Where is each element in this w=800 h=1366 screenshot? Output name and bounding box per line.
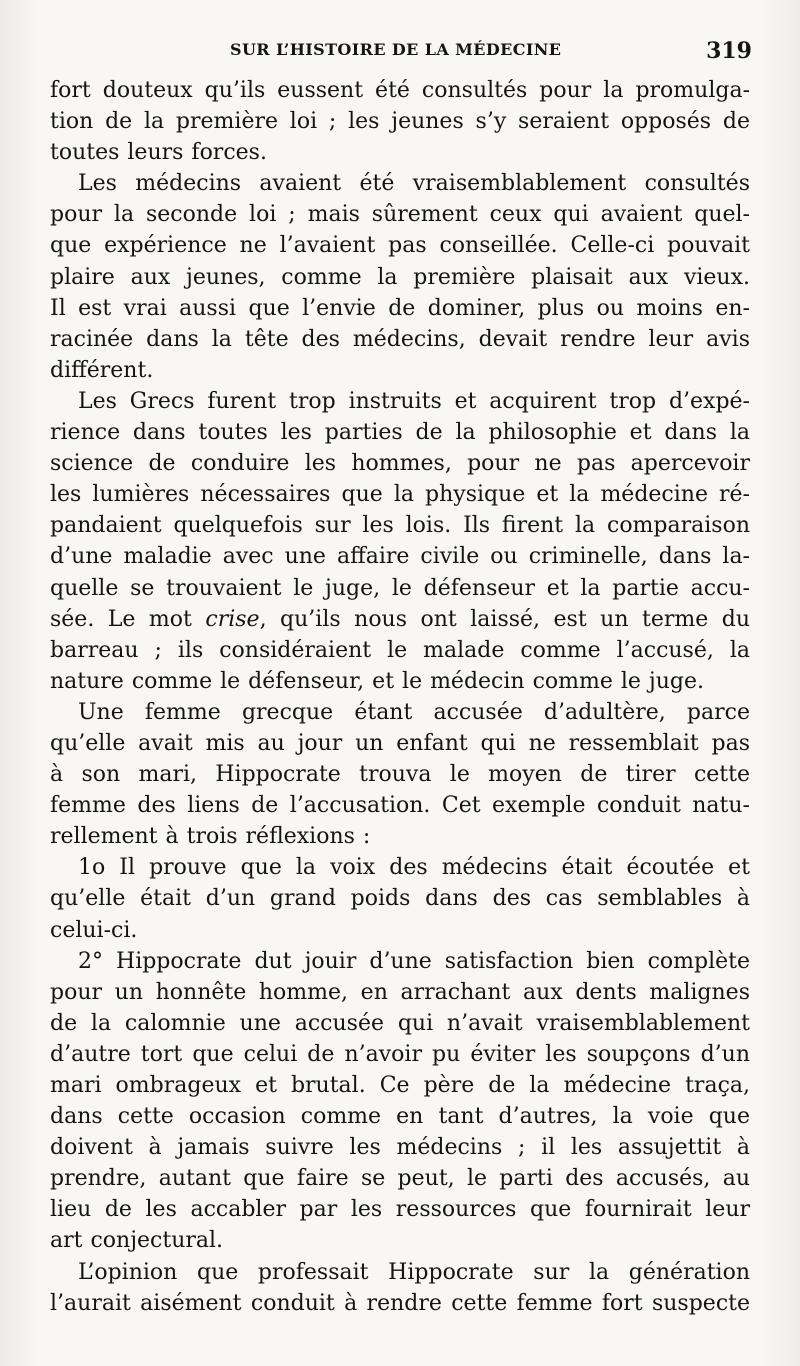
text-line: toutes leurs forces. <box>50 140 267 166</box>
text-line: d’une maladie avec une affaire civile ou criminelle, dans la- <box>50 544 750 570</box>
page-number: 319 <box>706 38 752 64</box>
text-line: fort douteux qu’ils eussent été consultés pour la promulga- <box>50 78 750 103</box>
running-title: SUR L’HISTOIRE DE LA MÉDECINE <box>230 40 562 59</box>
text-line: plaire aux jeunes, comme la première plaisait aux vieux. <box>50 264 750 290</box>
text-line: science de conduire les hommes, pour ne pas apercevoir <box>50 451 750 477</box>
text-line: pour un honnête homme, en arrachant aux dents malignes <box>50 979 750 1005</box>
text-line: pandaient quelquefois sur les lois. Ils firent la comparaison <box>50 513 750 539</box>
text-line: nature comme le défenseur, et le médecin comme le juge. <box>50 668 705 694</box>
text-line: à son mari, Hippocrate trouva le moyen de tirer cette <box>50 762 750 788</box>
text-line: les lumières nécessaires que la physique et la médecine ré- <box>50 482 750 508</box>
text-line: femme des liens de l’accusation. Cet exemple conduit natu- <box>50 793 750 819</box>
text-line: rellement à trois réflexions : <box>50 824 371 850</box>
text-line: celui-ci. <box>50 917 138 943</box>
text-line: qu’elle avait mis au jour un enfant qui ne ressemblait pas <box>50 730 750 756</box>
text-line: prendre, autant que faire se peut, le parti des accusés, au <box>50 1166 750 1192</box>
text-line: différent. <box>50 357 154 383</box>
text-line: que expérience ne l’avaient pas conseillée. Celle-ci pouvait <box>50 233 750 259</box>
text-line: barreau ; ils considéraient le malade comme l’accusé, la <box>50 637 750 663</box>
text-line: 2° Hippocrate dut jouir d’une satisfaction bien complète <box>78 948 750 974</box>
text-line: dans cette occasion comme en tant d’autres, la voie que <box>50 1104 750 1130</box>
text-line: quelle se trouvaient le juge, le défenseur et la partie accu- <box>50 575 750 601</box>
text-line: qu’elle était d’un grand poids dans des cas semblables à <box>50 886 750 912</box>
text-line: art conjectural. <box>50 1228 224 1254</box>
text-line: Il est vrai aussi que l’envie de dominer, plus ou moins en- <box>50 295 750 321</box>
text-line: de la calomnie une accusée qui n’avait vraisemblablement <box>50 1010 750 1036</box>
text-line: sée. Le mot crise, qu’ils nous ont laissé, est un terme du <box>50 606 750 632</box>
text-line: tion de la première loi ; les jeunes s’y seraient opposés de <box>50 109 750 135</box>
text-line: Une femme grecque étant accusée d’adultère, parce <box>78 699 750 725</box>
running-head <box>52 38 752 66</box>
text-line: l’aurait aisément conduit à rendre cette femme fort suspecte <box>50 1290 750 1316</box>
text-line: Les médecins avaient été vraisemblablement consultés <box>78 171 750 197</box>
body-text <box>50 75 750 1319</box>
text-line: d’autre tort que celui de n’avoir pu éviter les soupçons d’un <box>50 1041 750 1067</box>
text-line: lieu de les accabler par les ressources que fournirait leur <box>50 1197 750 1223</box>
text-line: racinée dans la tête des médecins, devait rendre leur avis <box>50 326 750 352</box>
text-line: mari ombrageux et brutal. Ce père de la médecine traça, <box>50 1073 750 1098</box>
text-line: 1o Il prouve que la voix des médecins était écoutée et <box>78 855 750 881</box>
text-line: rience dans toutes les parties de la philosophie et dans la <box>50 420 750 446</box>
text-line: pour la seconde loi ; mais sûrement ceux qui avaient quel- <box>50 202 750 228</box>
text-line: doivent à jamais suivre les médecins ; il les assujettit à <box>50 1135 750 1161</box>
text-line: L’opinion que professait Hippocrate sur la génération <box>78 1259 750 1285</box>
text-line: Les Grecs furent trop instruits et acquirent trop d’expé- <box>78 388 750 414</box>
